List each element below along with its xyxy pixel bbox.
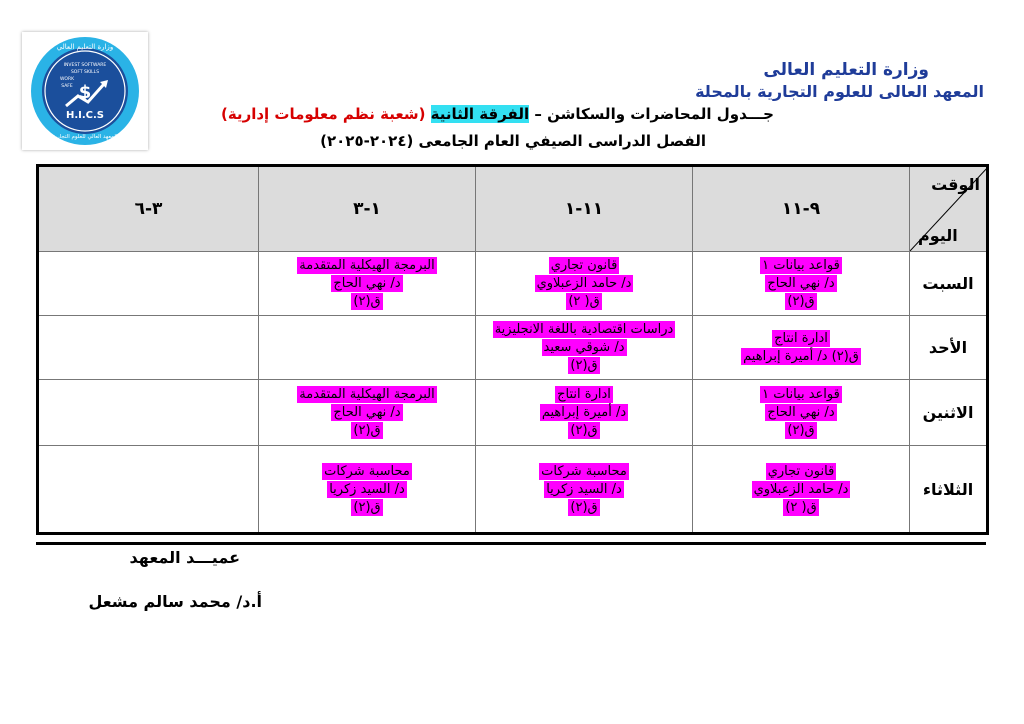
logo-abbr: H.I.C.S bbox=[65, 110, 105, 121]
schedule-cell bbox=[693, 252, 910, 316]
schedule-cell bbox=[476, 380, 693, 446]
course-name: دراسات اقتصادية باللغة الانجليزية bbox=[494, 322, 674, 337]
instructor: د/ حامد الزعبلاوي bbox=[753, 481, 849, 497]
table-row bbox=[38, 380, 988, 446]
schedule-cell bbox=[476, 446, 693, 534]
day-tuesday: الثلاثاء bbox=[910, 446, 988, 534]
schedule-cell-empty bbox=[38, 252, 259, 316]
logo-line-4: SAFE bbox=[61, 84, 73, 89]
ministry-title: وزارة التعليم العالى bbox=[763, 60, 929, 80]
table-row bbox=[38, 316, 988, 380]
term-title: الفصل الدراسى الصيفي العام الجامعى (٢٠٢٤-٢٠٢٥) bbox=[320, 132, 706, 150]
course-name: قانون تجاري bbox=[767, 463, 835, 479]
schedule-branch: (شعبة نظم معلومات إدارية) bbox=[220, 105, 426, 123]
room: ق(٢) bbox=[787, 294, 815, 309]
course-name: البرمجة الهيكلية المتقدمة bbox=[299, 387, 435, 402]
corner-day-label: اليوم bbox=[918, 226, 958, 245]
instructor: د/ السيد زكريا bbox=[329, 481, 405, 497]
institute-logo bbox=[22, 32, 148, 150]
instructor: د/ شوقي سعيد bbox=[543, 340, 625, 355]
logo-line-1: INVEST SOFTWARE bbox=[63, 63, 107, 68]
instructor: د/ نهي الحاج bbox=[333, 405, 401, 420]
time-slot-1: ٩-١١ bbox=[693, 166, 910, 252]
schedule-title-prefix: جـــدول المحاضرات والسكاشن – bbox=[534, 105, 774, 123]
schedule-cell-empty bbox=[38, 380, 259, 446]
logo-bottom-text: المعهد العالي للعلوم التجارية bbox=[52, 134, 118, 140]
instructor: د/ أميرة إبراهيم bbox=[541, 405, 627, 420]
room: ق(٢) bbox=[353, 499, 381, 515]
course-name: قواعد بيانات ١ bbox=[762, 387, 840, 402]
course-name: قانون تجاري bbox=[550, 258, 618, 273]
table-header-row bbox=[38, 166, 988, 252]
schedule-cell bbox=[693, 316, 910, 380]
schedule-title bbox=[221, 105, 774, 123]
room: ق(٢) bbox=[353, 294, 381, 309]
logo-line-3: WORK bbox=[59, 77, 75, 82]
time-slot-4: ٣-٦ bbox=[38, 166, 259, 252]
instructor: د/ نهي الحاج bbox=[333, 276, 401, 291]
time-slot-2: ١١-١ bbox=[476, 166, 693, 252]
instructor: د/ نهي الحاج bbox=[767, 276, 835, 291]
instructor: د/ نهي الحاج bbox=[767, 405, 835, 420]
room: ق( ٢) bbox=[568, 294, 600, 309]
course-name: محاسبة شركات bbox=[324, 463, 410, 479]
table-row bbox=[38, 252, 988, 316]
instructor: د/ حامد الزعبلاوي bbox=[536, 276, 632, 291]
schedule-cell bbox=[259, 252, 476, 316]
time-slot-3: ١-٣ bbox=[259, 166, 476, 252]
instructor: د/ السيد زكريا bbox=[546, 481, 622, 497]
course-name: قواعد بيانات ١ bbox=[762, 258, 840, 273]
schedule-table bbox=[36, 164, 989, 535]
course-name: محاسبة شركات bbox=[541, 463, 627, 479]
logo-arc-text: وزارة التعليم العالي bbox=[56, 43, 114, 51]
room: ق(٢) bbox=[570, 499, 598, 515]
schedule-cell bbox=[259, 380, 476, 446]
day-monday: الاثنين bbox=[910, 380, 988, 446]
course-name: ادارة انتاج bbox=[557, 387, 611, 402]
dean-title: عميـــد المعهد bbox=[129, 548, 240, 567]
table-bottom-rule bbox=[36, 542, 986, 545]
schedule-level: الفرقة الثانية bbox=[430, 105, 530, 123]
svg-text:$: $ bbox=[78, 82, 92, 103]
room: ق(٢) bbox=[570, 423, 598, 438]
schedule-cell bbox=[476, 252, 693, 316]
institute-title: المعهد العالى للعلوم التجارية بالمحلة bbox=[695, 82, 984, 101]
corner-cell bbox=[910, 166, 988, 252]
schedule-cell bbox=[259, 446, 476, 534]
schedule-cell-empty bbox=[259, 316, 476, 380]
table-row bbox=[38, 446, 988, 534]
instructor: ق(٢) د/ أميرة إبراهيم bbox=[743, 349, 859, 364]
room: ق(٢) bbox=[570, 358, 598, 373]
dean-name: أ.د/ محمد سالم مشعل bbox=[88, 592, 262, 611]
room: ق(٢) bbox=[787, 423, 815, 438]
schedule-cell-empty bbox=[38, 446, 259, 534]
course-name: ادارة انتاج bbox=[774, 331, 828, 346]
day-saturday: السبت bbox=[910, 252, 988, 316]
schedule-cell bbox=[693, 380, 910, 446]
room: ق(٢) bbox=[353, 423, 381, 438]
day-sunday: الأحد bbox=[910, 316, 988, 380]
logo-emblem-icon bbox=[22, 32, 148, 150]
logo-line-2: SOFT SKILLS bbox=[70, 70, 100, 75]
room: ق( ٢) bbox=[785, 499, 817, 515]
schedule-cell-empty bbox=[38, 316, 259, 380]
course-name: البرمجة الهيكلية المتقدمة bbox=[299, 258, 435, 273]
corner-time-label: الوقت bbox=[931, 175, 980, 194]
schedule-cell bbox=[476, 316, 693, 380]
schedule-cell bbox=[693, 446, 910, 534]
